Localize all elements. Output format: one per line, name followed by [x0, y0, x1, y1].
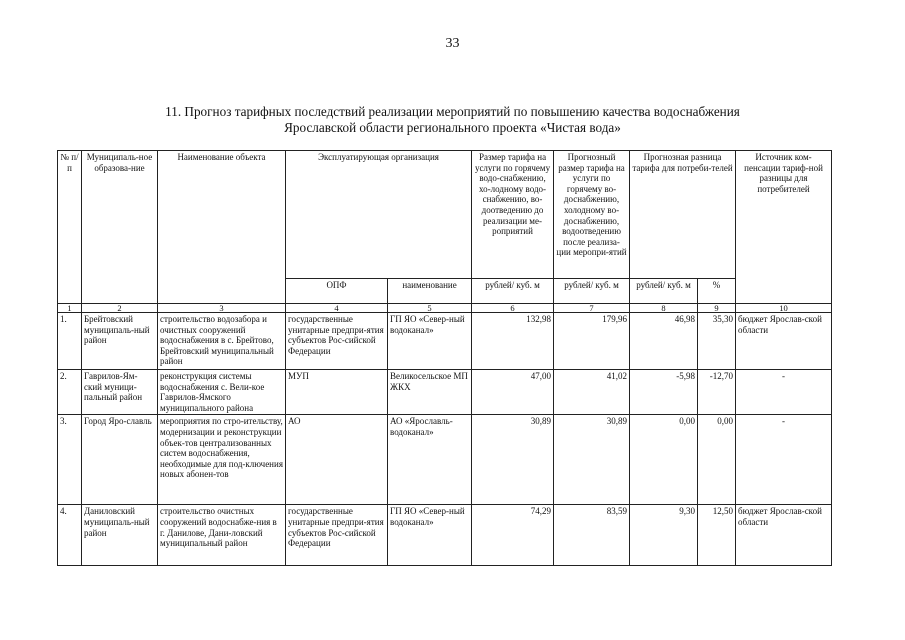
header-row-main — [58, 151, 832, 279]
header-unit-after: рублей/ куб. м — [554, 279, 630, 304]
row-tariff-after: 179,96 — [554, 313, 630, 370]
row-diff-pct: 35,30 — [698, 313, 736, 370]
row-object: строительство водозабора и очистных сооружений водоснабжения в с. Брейтово, Брейтовский муниципальный район — [158, 313, 286, 370]
title-line-1: 11. Прогноз тарифных последствий реализации мероприятий по повышению качества водоснабжения — [165, 104, 740, 119]
row-num: 2. — [58, 370, 82, 415]
row-diff-pct: -12,70 — [698, 370, 736, 415]
header-municipality: Муниципаль-ное образова-ние — [82, 151, 158, 304]
row-diff-rub: 0,00 — [630, 415, 698, 505]
row-tariff-before: 47,00 — [472, 370, 554, 415]
col-number: 7 — [554, 304, 630, 313]
col-number: 5 — [388, 304, 472, 313]
header-tariff-before: Размер тарифа на услуги по горячему водо-снабжению, хо-лодному водо-снабжению, во-доотведению до реализации ме-роприятий — [472, 151, 554, 279]
row-municipality: Даниловский муниципаль-ный район — [82, 505, 158, 566]
header-diff: Прогнозная разница тарифа для потреби-телей — [630, 151, 736, 279]
row-diff-pct: 0,00 — [698, 415, 736, 505]
row-object: строительство очистных сооружений водоснабже-ния в г. Данилове, Дани-ловский муниципальный район — [158, 505, 286, 566]
document-title — [60, 104, 845, 136]
header-tariff-after: Прогнозный размер тарифа на услуги по горячему во-доснабжению, холодному во-доснабжению, водоотведению после реализа-ции меропри-ятий — [554, 151, 630, 279]
header-unit-before: рублей/ куб. м — [472, 279, 554, 304]
row-diff-pct: 12,50 — [698, 505, 736, 566]
header-num: № п/п — [58, 151, 82, 304]
table-row — [58, 415, 832, 505]
row-municipality: Гаврилов-Ям-ский муници-пальный район — [82, 370, 158, 415]
col-number: 6 — [472, 304, 554, 313]
row-diff-rub: 46,98 — [630, 313, 698, 370]
row-diff-rub: 9,30 — [630, 505, 698, 566]
row-object: реконструкция системы водоснабжения с. Вели-кое Гаврилов-Ямского муниципального района — [158, 370, 286, 415]
row-org-name: Великосельское МП ЖКХ — [388, 370, 472, 415]
header-object: Наименование объекта — [158, 151, 286, 304]
row-diff-rub: -5,98 — [630, 370, 698, 415]
table-row — [58, 313, 832, 370]
row-tariff-before: 74,29 — [472, 505, 554, 566]
row-org-name: ГП ЯО «Север-ный водоканал» — [388, 505, 472, 566]
page-number: 33 — [445, 36, 460, 51]
row-source: бюджет Ярослав-ской области — [736, 505, 832, 566]
col-number: 8 — [630, 304, 698, 313]
col-number: 3 — [158, 304, 286, 313]
header-unit-diff-rub: рублей/ куб. м — [630, 279, 698, 304]
header-opf: ОПФ — [286, 279, 388, 304]
col-number: 9 — [698, 304, 736, 313]
table-row — [58, 370, 832, 415]
row-object: мероприятия по стро-ительству, модернизации и реконструкции объек-тов централизованных систем водоснабжения, необходимые для под-ключения новых абонен-тов — [158, 415, 286, 505]
row-source: бюджет Ярослав-ской области — [736, 313, 832, 370]
header-source: Источник ком-пенсации тариф-ной разницы для потребителей — [736, 151, 832, 304]
row-tariff-before: 30,89 — [472, 415, 554, 505]
row-source: - — [736, 415, 832, 505]
row-opf: государственные унитарные предпри-ятия субъектов Рос-сийской Федерации — [286, 505, 388, 566]
title-line-2: Ярославской области регионального проекта «Чистая вода» — [284, 120, 621, 135]
row-municipality: Брейтовский муниципаль-ный район — [82, 313, 158, 370]
header-operator: Эксплуатирующая организация — [286, 151, 472, 279]
tariff-forecast-table — [57, 150, 832, 566]
row-num: 4. — [58, 505, 82, 566]
table-row — [58, 505, 832, 566]
header-unit-diff-pct: % — [698, 279, 736, 304]
row-num: 3. — [58, 415, 82, 505]
row-municipality: Город Яро-славль — [82, 415, 158, 505]
row-opf: МУП — [286, 370, 388, 415]
col-number: 10 — [736, 304, 832, 313]
row-tariff-after: 30,89 — [554, 415, 630, 505]
row-tariff-before: 132,98 — [472, 313, 554, 370]
row-source: - — [736, 370, 832, 415]
row-num: 1. — [58, 313, 82, 370]
col-number: 4 — [286, 304, 388, 313]
col-number: 1 — [58, 304, 82, 313]
column-number-row — [58, 304, 832, 313]
row-tariff-after: 41,02 — [554, 370, 630, 415]
col-number: 2 — [82, 304, 158, 313]
header-name: наименование — [388, 279, 472, 304]
row-org-name: АО «Ярославль-водоканал» — [388, 415, 472, 505]
row-opf: АО — [286, 415, 388, 505]
row-tariff-after: 83,59 — [554, 505, 630, 566]
row-org-name: ГП ЯО «Север-ный водоканал» — [388, 313, 472, 370]
row-opf: государственные унитарные предпри-ятия субъектов Рос-сийской Федерации — [286, 313, 388, 370]
